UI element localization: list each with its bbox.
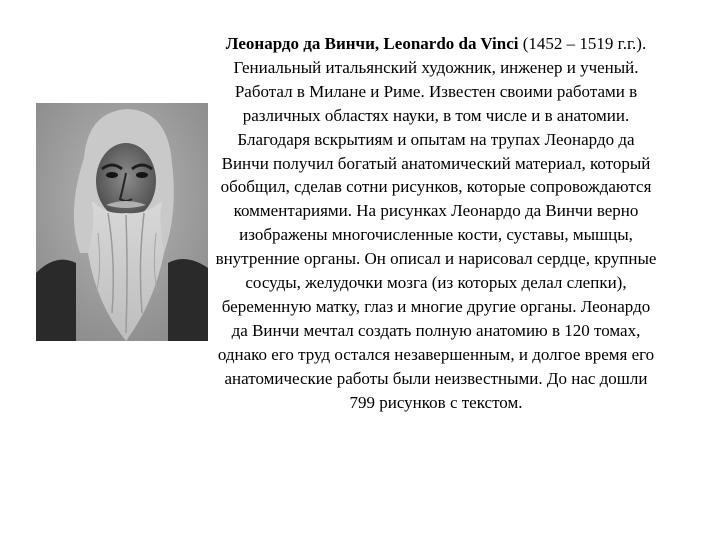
heading-name: Леонардо да Винчи, Leonardo da Vinci: [225, 34, 519, 53]
portrait-drawing: [36, 103, 208, 341]
leonardo-portrait-image: [36, 103, 208, 341]
biography-text: [212, 32, 660, 415]
biography-body: (1452 – 1519 г.г.). Гениальный итальянский художник, инженер и ученый. Работал в Милане и Риме. Известен своими работами в различных областях науки, в том числе и в анатомии. Благодаря вскрытиям и опытам на трупах Леонардо да Винчи получил богатый анатомический материал, который обобщил, сделав сотни рисунков, которые сопровождаются комментариями. На рисунках Леонардо да Винчи верно изображены многочисленные кости, суставы, мышцы, внутренние органы. Он описал и нарисовал сердце, крупные сосуды, желудочки мозга (из которых делал слепки), беременную матку, глаз и многие другие органы. Леонардо да Винчи мечтал создать полную анатомию в 120 томах, однако его труд остался незавершенным, и долгое время его анатомические работы были неизвестными. До нас дошли 799 рисунков с текстом.: [215, 34, 657, 412]
